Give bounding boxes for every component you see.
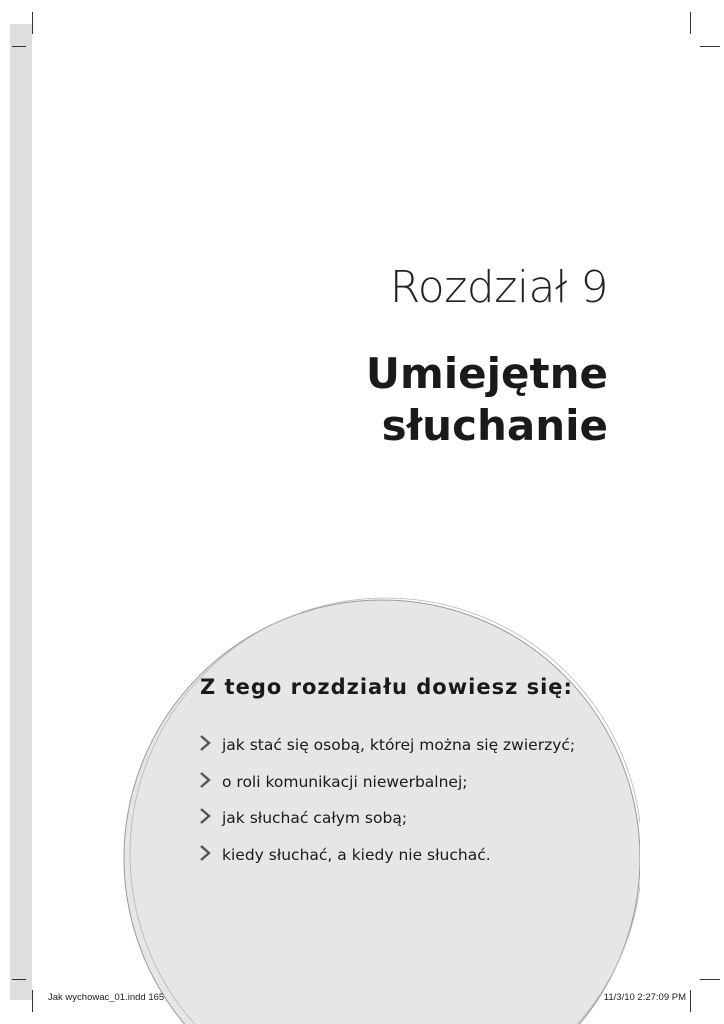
list-item — [198, 800, 575, 837]
footer-timestamp: 11/3/10 2:27:09 PM — [603, 992, 686, 1003]
crop-mark-top-left-h — [12, 46, 26, 47]
summary-list — [198, 727, 575, 873]
list-item-text: o roli komunikacji niewerbalnej; — [222, 772, 468, 791]
chapter-title-line-2: słuchanie — [381, 401, 608, 450]
chevron-right-icon — [198, 734, 216, 756]
chapter-title — [366, 348, 608, 452]
summary-heading: Z tego rozdziału dowiesz się: — [200, 675, 573, 699]
list-item — [198, 837, 575, 874]
list-item-text: jak słuchać całym sobą; — [222, 809, 408, 828]
chapter-number: Rozdział 9 — [389, 262, 608, 313]
list-item — [198, 727, 575, 764]
chapter-title-line-1: Umiejętne — [365, 349, 608, 398]
list-item — [198, 764, 575, 801]
chevron-right-icon — [198, 771, 216, 793]
list-item-text: kiedy słuchać, a kiedy nie słuchać. — [222, 845, 491, 864]
chevron-right-icon — [198, 844, 216, 866]
list-item-text: jak stać się osobą, której można się zwierzyć; — [222, 736, 576, 755]
chevron-right-icon — [198, 807, 216, 829]
crop-mark-bottom-left-h — [12, 979, 26, 980]
bleed-strip — [10, 24, 32, 1000]
footer-file-info: Jak wychowac_01.indd 165 — [48, 992, 165, 1003]
